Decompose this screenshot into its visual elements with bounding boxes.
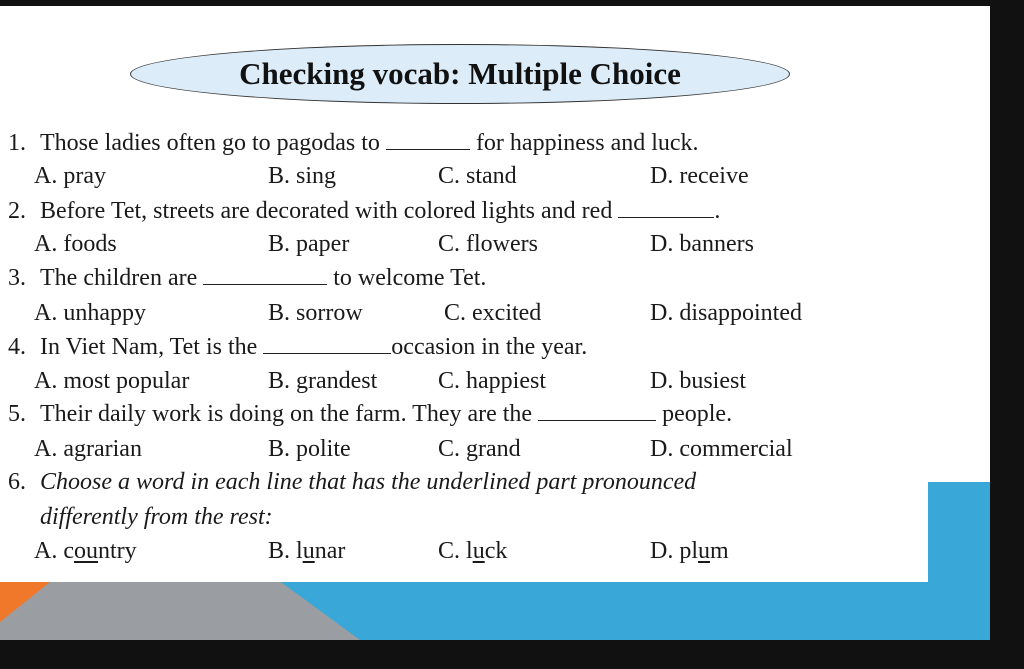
question-number: 2. bbox=[8, 198, 26, 224]
word-part: ck bbox=[484, 538, 508, 564]
answer-blank bbox=[538, 402, 656, 421]
underlined-part: u bbox=[472, 538, 485, 564]
option-c bbox=[438, 538, 507, 565]
question-3 bbox=[8, 265, 486, 292]
slide-title: Checking vocab: Multiple Choice bbox=[239, 56, 681, 91]
underlined-part: ou bbox=[74, 538, 98, 564]
question-4 bbox=[8, 334, 587, 361]
option-c: C. excited bbox=[444, 300, 542, 326]
answer-blank bbox=[386, 131, 470, 150]
question-6-line-1: Choose a word in each line that has the underlined part pronounced bbox=[40, 469, 697, 495]
option-a bbox=[34, 538, 137, 565]
question-text-before: Their daily work is doing on the farm. They are the bbox=[40, 401, 533, 427]
answer-blank bbox=[618, 199, 714, 218]
option-label: D. bbox=[650, 538, 674, 564]
question-text-before: In Viet Nam, Tet is the bbox=[40, 334, 258, 360]
question-2 bbox=[8, 198, 720, 225]
option-b: B. grandest bbox=[268, 368, 378, 394]
option-b: B. polite bbox=[268, 436, 351, 462]
answer-blank bbox=[263, 335, 391, 354]
option-c: C. stand bbox=[438, 163, 517, 189]
option-b bbox=[268, 538, 345, 565]
option-a: A. most popular bbox=[34, 368, 190, 394]
option-d: D. busiest bbox=[650, 368, 746, 394]
option-a: A. foods bbox=[34, 231, 117, 257]
question-text-after: . bbox=[714, 198, 721, 224]
option-b: B. sorrow bbox=[268, 300, 363, 326]
option-d: D. disappointed bbox=[650, 300, 802, 326]
question-number: 3. bbox=[8, 265, 26, 291]
option-d: D. banners bbox=[650, 231, 754, 257]
option-a: A. agrarian bbox=[34, 436, 142, 462]
question-1 bbox=[8, 130, 699, 157]
option-label: C. bbox=[438, 538, 461, 564]
title-banner bbox=[130, 44, 790, 104]
option-label: B. bbox=[268, 538, 291, 564]
option-c: C. happiest bbox=[438, 368, 546, 394]
question-text-after: for happiness and luck. bbox=[475, 130, 699, 156]
word-part: nar bbox=[314, 538, 346, 564]
option-a: A. unhappy bbox=[34, 300, 146, 326]
word-part: c bbox=[63, 538, 74, 564]
underlined-part: u bbox=[698, 538, 711, 564]
option-d bbox=[650, 538, 729, 565]
option-d: D. receive bbox=[650, 163, 749, 189]
word-part: l bbox=[466, 538, 473, 564]
question-6 bbox=[8, 469, 696, 496]
right-blue-band bbox=[928, 482, 990, 640]
word-part: m bbox=[710, 538, 729, 564]
question-text-before: The children are bbox=[40, 265, 198, 291]
option-a: A. pray bbox=[34, 163, 106, 189]
option-c: C. flowers bbox=[438, 231, 538, 257]
option-b: B. sing bbox=[268, 163, 337, 189]
word-part: pl bbox=[679, 538, 699, 564]
question-5 bbox=[8, 401, 732, 428]
question-number: 1. bbox=[8, 130, 26, 156]
option-b: B. paper bbox=[268, 231, 350, 257]
question-number: 5. bbox=[8, 401, 26, 427]
question-text-after: to welcome Tet. bbox=[333, 265, 487, 291]
word-part: ntry bbox=[98, 538, 137, 564]
question-text-before: Those ladies often go to pagodas to bbox=[40, 130, 380, 156]
word-part: l bbox=[296, 538, 303, 564]
answer-blank bbox=[203, 266, 327, 285]
option-d: D. commercial bbox=[650, 436, 793, 462]
question-text-before: Before Tet, streets are decorated with colored lights and red bbox=[40, 198, 613, 224]
underlined-part: u bbox=[302, 538, 315, 564]
slide bbox=[0, 6, 990, 640]
question-6-line-2: differently from the rest: bbox=[40, 504, 273, 530]
question-text-after: occasion in the year. bbox=[391, 334, 588, 360]
option-label: A. bbox=[34, 538, 58, 564]
question-text-after: people. bbox=[662, 401, 733, 427]
question-number: 4. bbox=[8, 334, 26, 360]
question-number: 6. bbox=[8, 469, 26, 495]
option-c: C. grand bbox=[438, 436, 521, 462]
